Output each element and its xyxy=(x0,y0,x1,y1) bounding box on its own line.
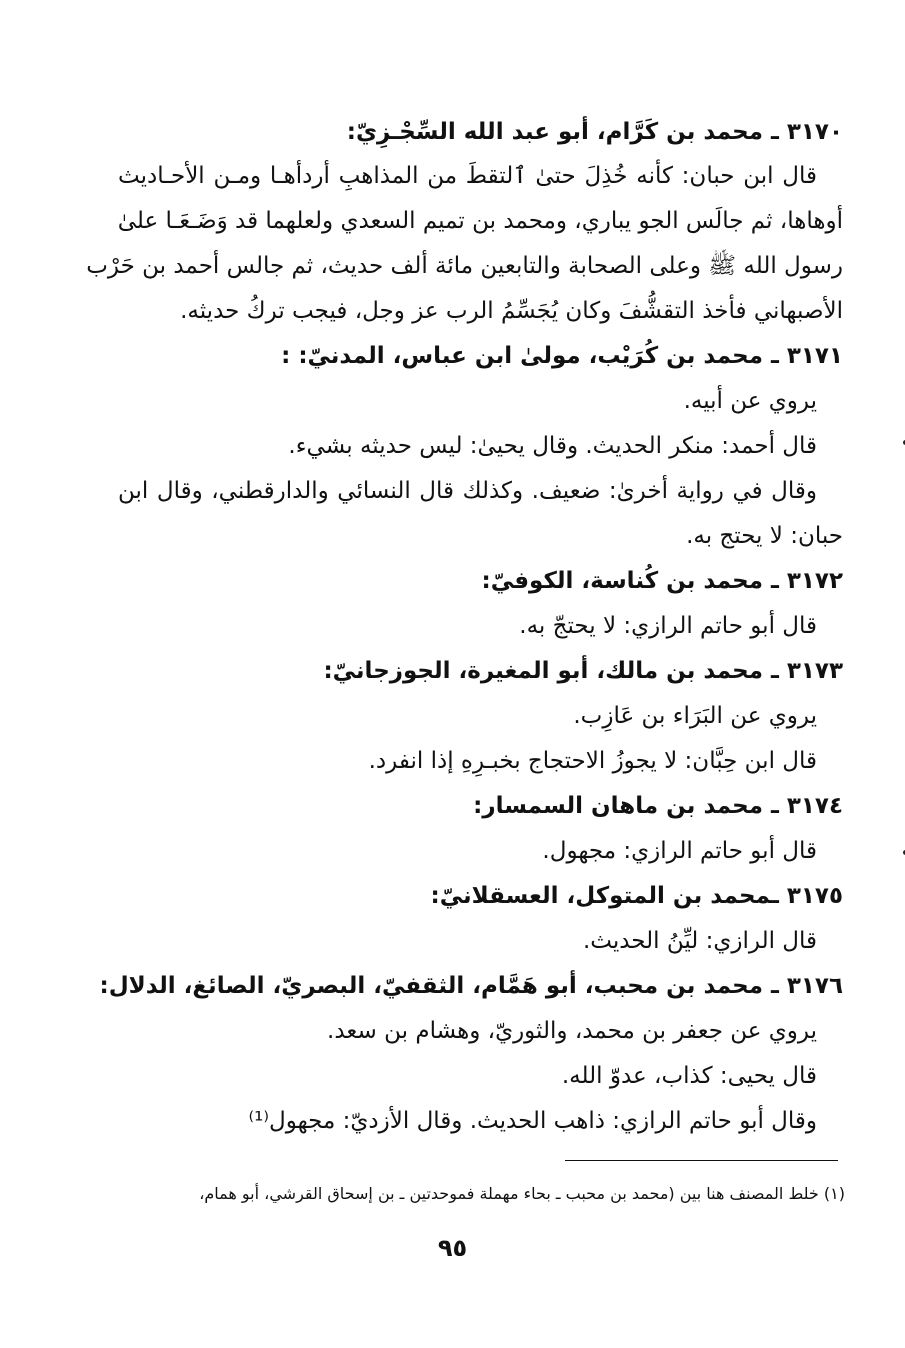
text-line: قال أبو حاتم الرازي: لا يحتجّ به. xyxy=(519,613,817,639)
entry-heading-3175: ٣١٧٥ ـمحمد بن المتوكل، العسقلانيّ: xyxy=(430,883,843,909)
text-line: أوهاها، ثم جالَس الجو يباري، ومحمد بن تميم السعدي ولعلهما قد وَضَـعَـا علىٰ xyxy=(117,208,843,234)
text-line: حبان: لا يحتج به. xyxy=(686,523,843,549)
text-line: قال أحمد: منكر الحديث. وقال يحيىٰ: ليس حديثه بشيء. xyxy=(288,433,817,459)
entry-heading-3172: ٣١٧٢ ـ محمد بن كُناسة، الكوفيّ: xyxy=(481,568,843,594)
text-line: قال أبو حاتم الرازي: مجهول. xyxy=(542,838,817,864)
text-line: الأصبهاني فأخذ التقشُّفَ وكان يُجَسِّمُ الرب عز وجل، فيجب تركُ حديثه. xyxy=(180,298,843,324)
text-line: قال ابن حِبَّان: لا يجوزُ الاحتجاج بخبـرِهِ إذا انفرد. xyxy=(368,748,817,774)
entry-heading-3173: ٣١٧٣ ـ محمد بن مالك، أبو المغيرة، الجوزجانيّ: xyxy=(323,658,843,684)
entry-heading-3174: ٣١٧٤ ـ محمد بن ماهان السمسار: xyxy=(473,793,843,819)
text-line: وقال أبو حاتم الرازي: ذاهب الحديث. وقال الأزديّ: مجهول⁽¹⁾ xyxy=(248,1108,817,1134)
page-number: ٩٥ xyxy=(437,1234,468,1262)
text-line: وقال في رواية أخرىٰ: ضعيف. وكذلك قال النسائي والدارقطني، وقال ابن xyxy=(118,478,817,504)
entry-heading-3176: ٣١٧٦ ـ محمد بن محبب، أبو هَمَّام، الثقفيّ، البصريّ، الصائغ، الدلال: xyxy=(99,973,843,999)
text-line: قال يحيى: كذاب، عدوّ الله. xyxy=(561,1063,817,1089)
text-line: قال ابن حبان: كأنه خُذِلَ حتىٰ ٱلتقطَ من المذاهبِ أردأهـا ومـن الأحـاديث xyxy=(118,163,817,189)
footnote-separator xyxy=(565,1160,838,1161)
footnote: (١) خلط المصنف هنا بين (محمد بن محبب ـ بحاء مهملة فموحدتين ـ بن إسحاق القرشي، أبو همام، xyxy=(199,1184,845,1203)
text-line: يروي عن جعفر بن محمد، والثوريّ، وهشام بن سعد. xyxy=(327,1018,817,1044)
text-line: يروي عن أبيه. xyxy=(683,388,817,414)
entry-heading-3171: ٣١٧١ ـ محمد بن كُرَيْب، مولىٰ ابن عباس، المدنيّ: : xyxy=(281,343,843,369)
text-line: رسول الله ﷺ وعلى الصحابة والتابعين مائة ألف حديث، ثم جالس أحمد بن حَرْب xyxy=(86,253,843,279)
text-line: يروي عن البَرَاء بن عَازِب. xyxy=(573,703,817,729)
text-line: قال الرازي: ليِّنُ الحديث. xyxy=(582,928,817,954)
entry-heading-3170: ٣١٧٠ ـ محمد بن كَرَّام، أبو عبد الله السِّجْـزِيّ: xyxy=(346,119,843,145)
